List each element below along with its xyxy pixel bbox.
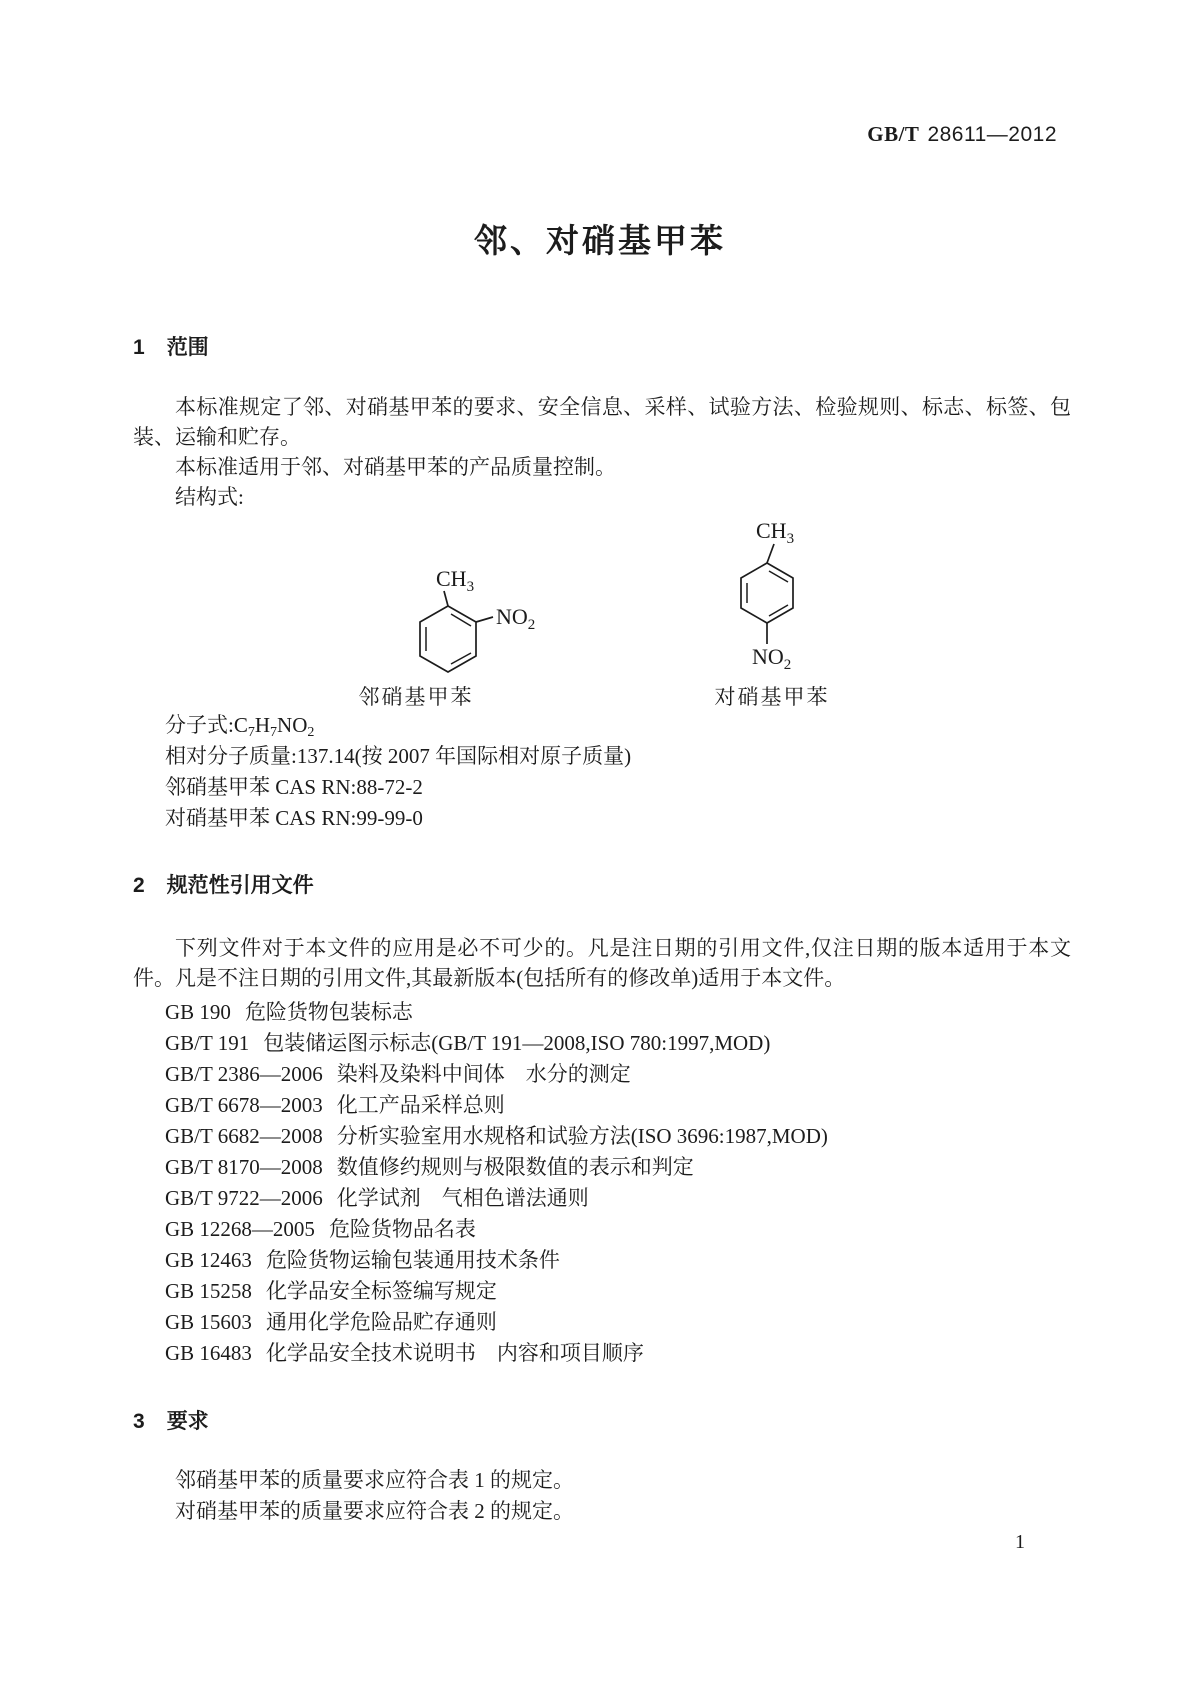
scope-paragraph-2: 本标准适用于邻、对硝基甲苯的产品质量控制。 [175, 455, 616, 479]
standard-code-number: 28611—2012 [927, 123, 1057, 146]
list-item: GB/T 6678—2003 化工产品采样总则 [165, 1093, 505, 1117]
requirements-paragraph-1: 邻硝基甲苯的质量要求应符合表 1 的规定。 [175, 1468, 574, 1492]
list-item: GB 12463 危险货物运输包装通用技术条件 [165, 1248, 560, 1272]
page-number: 1 [1015, 1531, 1025, 1553]
ortho-structure-caption: 邻硝基甲苯 [358, 685, 474, 709]
ortho-no2-label: $NO_2$ [496, 604, 536, 633]
section-2-number: 2 [133, 874, 145, 897]
structural-formula-label: 结构式: [175, 485, 244, 509]
cas-number-para: 对硝基甲苯 CAS RN:99-99-0 [165, 806, 423, 830]
list-item: GB 16483 化学品安全技术说明书 内容和项目顺序 [165, 1341, 644, 1365]
para-ch3-label: $CH_3$ [756, 518, 795, 547]
standard-code-header [867, 122, 1057, 147]
section-1-number: 1 [133, 336, 145, 359]
molecular-formula-line: 分子式$:C_7H_7NO_2$ [165, 713, 315, 740]
list-item: GB/T 8170—2008 数值修约规则与极限数值的表示和判定 [165, 1155, 694, 1179]
section-1-heading [133, 331, 209, 361]
standard-code-prefix: GB/T [867, 122, 920, 146]
relative-molecular-mass-line: 相对分子质量:137.14(按 2007 年国际相对原子质量) [165, 744, 632, 768]
molecular-formula-label: 分子式: [165, 713, 234, 737]
list-item: GB 12268—2005 危险货物品名表 [165, 1217, 476, 1241]
list-item: GB/T 9722—2006 化学试剂 气相色谱法通则 [165, 1186, 589, 1210]
normative-references-list [165, 997, 828, 1369]
list-item: GB/T 6682—2008 分析实验室用水规格和试验方法(ISO 3696:1987,MOD) [165, 1124, 828, 1148]
para-no2-label: $NO_2$ [752, 644, 792, 673]
page-title: 邻、对硝基甲苯 [474, 222, 726, 259]
section-2-heading [133, 869, 314, 899]
list-item: GB 15603 通用化学危险品贮存通则 [165, 1310, 497, 1334]
list-item: GB 190 危险货物包装标志 [165, 1000, 413, 1024]
para-nitrotoluene-structure [700, 505, 870, 680]
list-item: GB/T 191 包装储运图示标志(GB/T 191—2008,ISO 780:1997,MOD) [165, 1031, 771, 1055]
para-structure-caption: 对硝基甲苯 [714, 685, 830, 709]
normative-references-intro: 下列文件对于本文件的应用是必不可少的。凡是注日期的引用文件,仅注日期的版本适用于本文件。凡是不注日期的引用文件,其最新版本(包括所有的修改单)适用于本文件。 [133, 936, 1071, 990]
list-item: GB/T 2386—2006 染料及染料中间体 水分的测定 [165, 1062, 631, 1086]
cas-number-ortho: 邻硝基甲苯 CAS RN:88-72-2 [165, 775, 423, 799]
section-3-title: 要求 [166, 1410, 209, 1433]
section-3-heading [133, 1405, 209, 1435]
ortho-ch3-label: $CH_3$ [436, 566, 475, 595]
scope-paragraph-1: 本标准规定了邻、对硝基甲苯的要求、安全信息、采样、试验方法、检验规则、标志、标签、包装、运输和贮存。 [133, 395, 1071, 449]
section-2-title: 规范性引用文件 [166, 874, 314, 897]
section-3-number: 3 [133, 1410, 145, 1433]
requirements-paragraph-2: 对硝基甲苯的质量要求应符合表 2 的规定。 [175, 1499, 574, 1523]
section-1-title: 范围 [166, 336, 209, 359]
list-item: GB 15258 化学品安全标签编写规定 [165, 1279, 497, 1303]
